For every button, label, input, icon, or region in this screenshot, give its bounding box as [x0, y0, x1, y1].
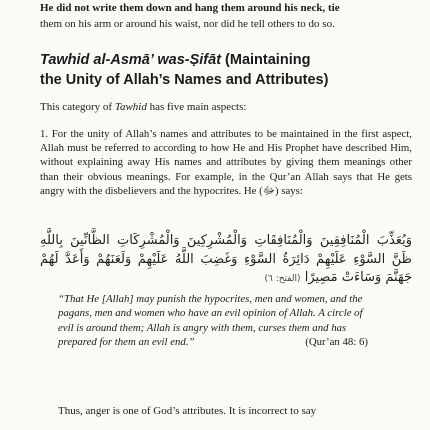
section-heading-line-2: the Unity of Allah’s Names and Attributes)	[40, 72, 329, 88]
arabic-verse	[40, 232, 412, 289]
intro-term: Tawhid	[114, 101, 147, 113]
verse-translation	[58, 292, 368, 349]
heading-rest: (Maintaining	[221, 52, 311, 68]
closing-sentence: Thus, anger is one of God’s attributes. It is incorrect to say	[58, 405, 317, 417]
intro-pre: This category of	[40, 101, 115, 113]
intro-post: has five main aspects:	[146, 101, 247, 113]
previous-paragraph	[40, 0, 410, 32]
translation-text: “That He [Allah] may punish the hypocrites, men and women, and the pagans, men and women who have an evil opinion of Allah. A circle of evil is around them; Allah is angry with them, curses them and has prepared for them an evil end.”	[58, 293, 363, 348]
arabic-verse-reference: (الفتح: ٦)	[264, 274, 301, 284]
aspect-one-paragraph: 1. For the unity of Allah’s names and attributes to be maintained in the first aspect, Allah must be referred to according to how He and His Prophet have described Him, without explaining away His names and attributes by giving them meanings other than their obvious meanings. For example, in the Qur’an Allah says that He gets angry with the disbelievers and the hypocrites. He (ﷻ) says:	[40, 128, 412, 197]
section-heading-line-1	[40, 50, 410, 70]
intro-sentence	[40, 100, 410, 115]
previous-paragraph-line-2: them on his arm or around his waist, nor did he tell others to do so.	[40, 18, 335, 30]
arabic-verse-text: وَيُعَذِّبَ الْمُنَافِقِينَ وَالْمُنَافِقَاتِ وَالْمُشْرِكِينَ وَالْمُشْرِكَاتِ الظَّانِّينَ بِاللَّهِ ظَنَّ السَّوْءِ عَلَيْهِمْ دَائِرَةُ السَّوْءِ وَغَضِبَ اللَّهُ عَلَيْهِمْ وَلَعَنَهُمْ وَأَعَدَّ لَهُمْ جَهَنَّمَ وَسَاءَتْ مَصِيرًا	[40, 233, 412, 285]
quran-citation: (Qur’an 48: 6)	[305, 335, 368, 348]
previous-paragraph-line-1: He did not write them down and hang them around his neck, tie	[40, 2, 340, 14]
section-heading	[40, 50, 410, 90]
heading-italic-term: Tawhid al-Asmā’ was-Ṣifāt	[40, 52, 222, 68]
